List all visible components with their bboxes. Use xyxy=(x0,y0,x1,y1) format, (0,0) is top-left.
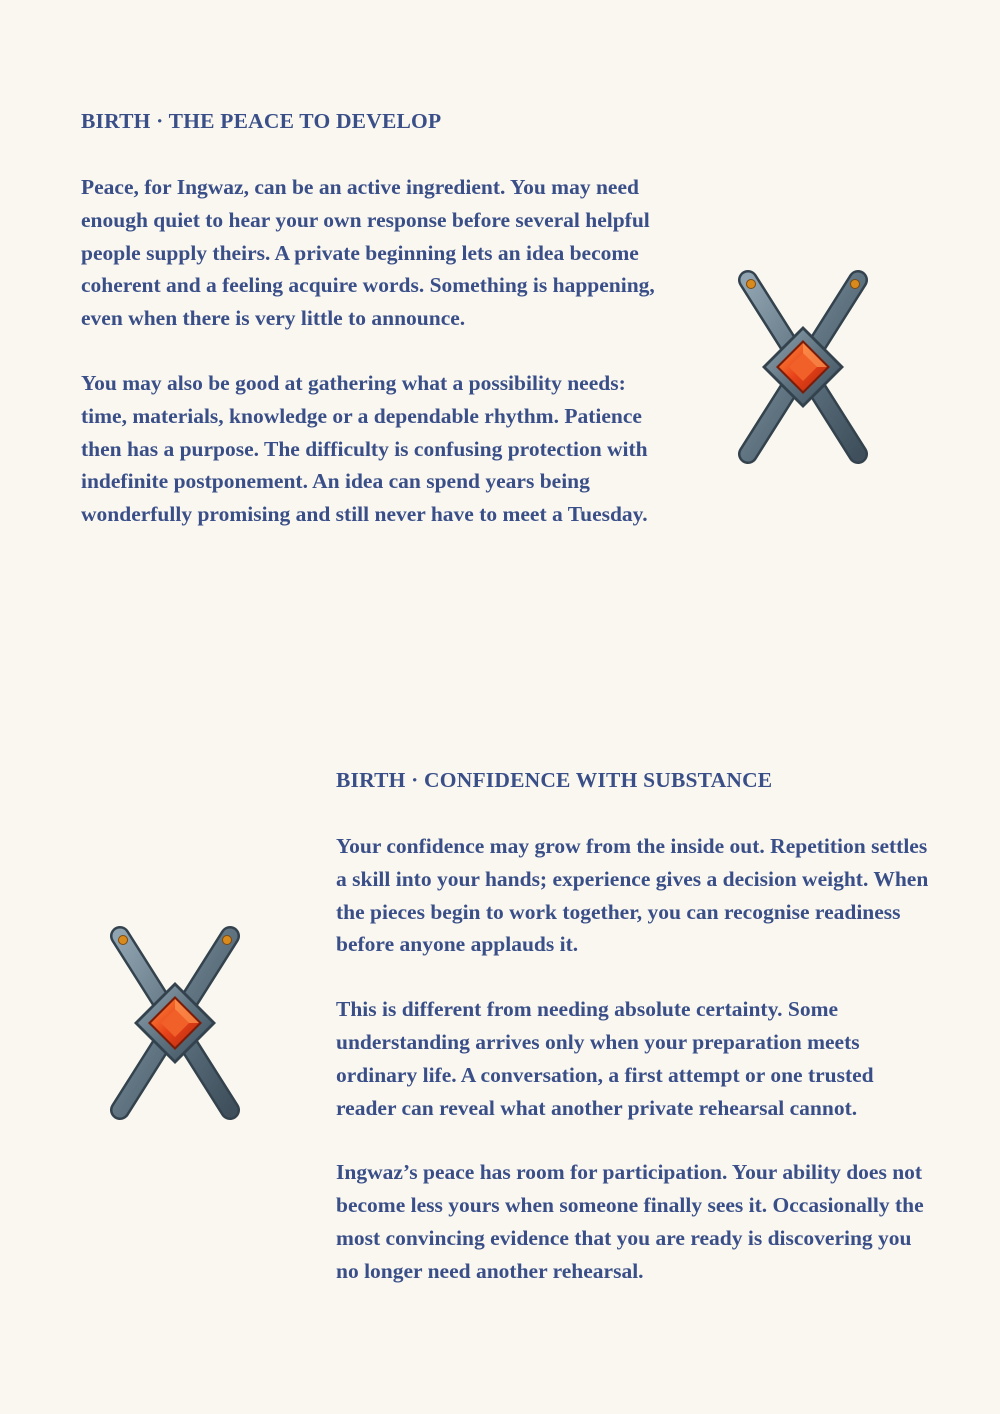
paragraph: Ingwaz’s peace has room for participation. Your ability does not become less yours when someone finally sees it. Occasionally the most convincing evidence that you are ready is discovering you no longer need another rehearsal. xyxy=(336,1160,924,1283)
ingwaz-rune-icon xyxy=(105,918,245,1128)
paragraph: Your confidence may grow from the inside out. Repetition settles a skill into your hands; experience gives a decision weight. When the pieces begin to work together, you can recognise readiness before anyone applauds it. xyxy=(336,834,929,957)
section-peace-to-develop xyxy=(81,106,656,563)
paragraph: You may also be good at gathering what a possibility needs: time, materials, knowledge or a dependable rhythm. Patience then has a purpose. The difficulty is confusing protection with indefinite postponement. An idea can spend years being wonderfully promising and still never have to meet a Tuesday. xyxy=(81,370,648,527)
ingwaz-rune-icon xyxy=(733,262,873,472)
section-confidence-with-substance xyxy=(336,765,936,1320)
paragraph: Peace, for Ingwaz, can be an active ingredient. You may need enough quiet to hear your own response before several helpful people supply theirs. A private beginning lets an idea become coherent and a feeling acquire words. Something is happening, even when there is very little to announce. xyxy=(81,175,655,331)
section-heading: BIRTH · THE PEACE TO DEVELOP xyxy=(81,109,442,133)
paragraph: This is different from needing absolute certainty. Some understanding arrives only when your preparation meets ordinary life. A conversation, a first attempt or one trusted reader can reveal what another private rehearsal cannot. xyxy=(336,997,874,1120)
section-heading: BIRTH · CONFIDENCE WITH SUBSTANCE xyxy=(336,768,773,792)
